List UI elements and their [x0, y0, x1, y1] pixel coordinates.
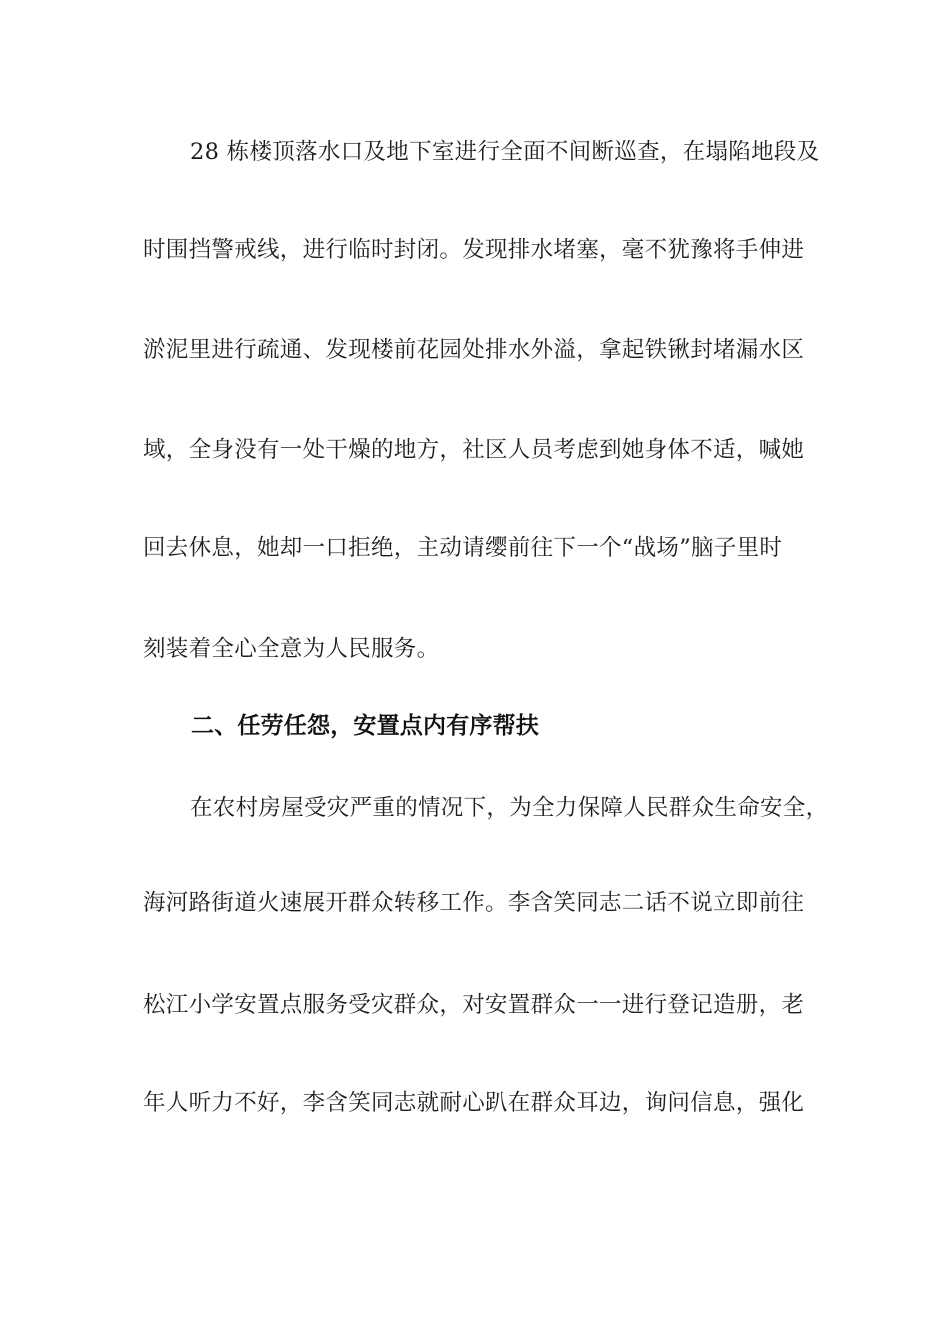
paragraph1-line-1: 28 栋楼顶落水口及地下室进行全面不间断巡查，在塌陷地段及 [190, 139, 820, 165]
paragraph1-line-6: 刻装着全心全意为人民服务。 [143, 636, 440, 662]
paragraph2-line-1: 在农村房屋受灾严重的情况下，为全力保障人民群众生命安全， [190, 795, 829, 821]
paragraph1-line-4: 域，全身没有一处干燥的地方，社区人员考虑到她身体不适，喊她 [143, 437, 805, 463]
section2-heading: 二、任劳任怨，安置点内有序帮扶 [191, 713, 539, 739]
paragraph1-line-3: 淤泥里进行疏通、发现楼前花园处排水外溢，拿起铁锹封堵漏水区 [143, 337, 805, 363]
paragraph2-line-4: 年人听力不好，李含笑同志就耐心趴在群众耳边，询问信息，强化 [143, 1090, 805, 1116]
paragraph1-line-5: 回去休息，她却一口拒绝，主动请缨前往下一个“战场”脑子里时 [143, 535, 783, 561]
paragraph1-line-2: 时围挡警戒线，进行临时封闭。发现排水堵塞，毫不犹豫将手伸进 [143, 237, 805, 263]
paragraph2-line-3: 松江小学安置点服务受灾群众，对安置群众一一进行登记造册，老 [143, 992, 805, 1018]
paragraph2-line-2: 海河路街道火速展开群众转移工作。李含笑同志二话不说立即前往 [143, 890, 805, 916]
